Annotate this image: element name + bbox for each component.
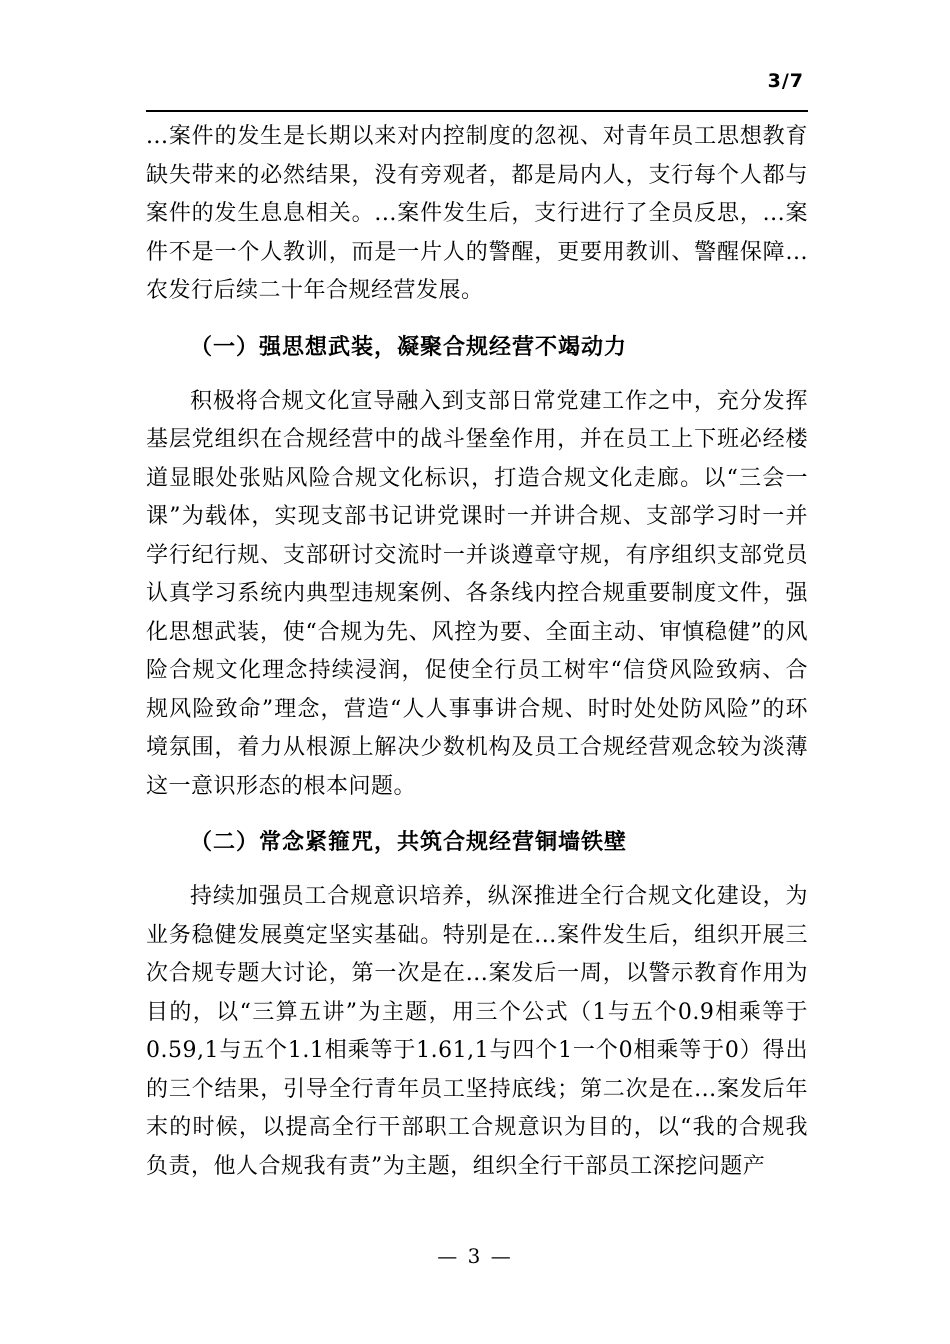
section-1-paragraph: 积极将合规文化宣导融入到支部日常党建工作之中，充分发挥基层党组织在合规经营中的战斗堡垒作用，并在员工上下班必经楼道显眼处张贴风险合规文化标识，打造合规文化走廊。以“三会一课”为载体，实现支部书记讲党课时一并讲合规、支部学习时一并学行纪行规、支部研讨交流时一并谈遵章守规，有序组织支部党员认真学习系统内典型违规案例、各条线内控合规重要制度文件，强化思想武装，使“合规为先、风控为要、全面主动、审慎稳健”的风险合规文化理念持续浸润，促使全行员工树牢“信贷风险致病、合规风险致命”理念，营造“人人事事讲合规、时时处处防风险”的环境氛围，着力从根源上解决少数机构及员工合规经营观念较为淡薄这一意识形态的根本问题。 [146,388,808,799]
section-heading-2: （二）常念紧箍咒，共筑合规经营铜墙铁壁 [190,830,628,855]
header-rule [146,110,808,112]
section-heading-1: （一）强思想武装，凝聚合规经营不竭动力 [190,334,628,360]
footer-page-number: — 3 — [437,1244,513,1268]
document-body [146,118,808,1186]
section-2-paragraph: 持续加强员工合规意识培养，纵深推进全行合规文化建设，为业务稳健发展奠定坚实基础。特别是在...案件发生后，组织开展三次合规专题大讨论，第一次是在...案发后一周，以警示教育作用为目的，以“三算五讲”为主题，用三个公式（1与五个0.9相乘等于0.59,1与五个1.1相乘等于1.61,1与四个1一个0相乘等于0）得出的三个结果，引导全行青年员工坚持底线；第二次是在...案发后年末的时候，以提高全行干部职工合规意识为目的，以“我的合规我负责，他人合规我有责”为主题，组织全行干部员工深挖问题产 [146,884,808,1179]
intro-paragraph: ...案件的发生是长期以来对内控制度的忽视、对青年员工思想教育缺失带来的必然结果，没有旁观者，都是局内人，支行每个人都与案件的发生息息相关。...案件发生后，支行进行了全员反思，...案件不是一个人教训，而是一片人的警醒，更要用教训、警醒保障...农发行后续二十年合规经营发展。 [146,124,808,303]
page-counter: 3/7 [767,70,804,92]
